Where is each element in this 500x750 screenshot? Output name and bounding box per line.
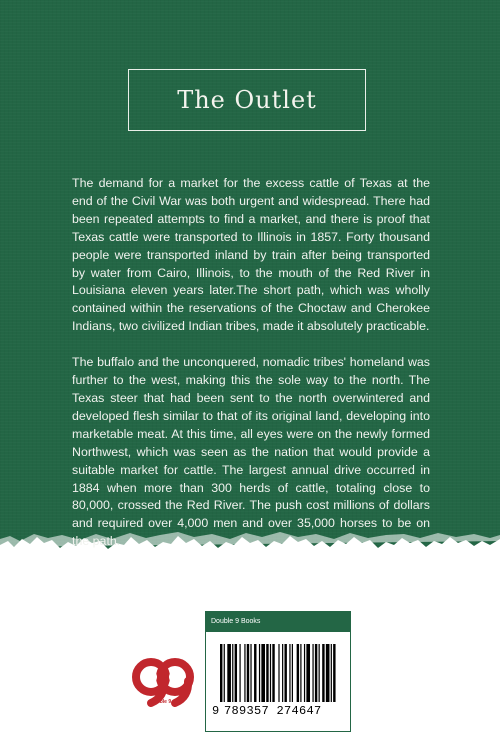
barcode-bar [319,644,320,702]
barcode-bar [289,644,290,702]
barcode-box [205,632,351,732]
publisher-logo-label: Double 9 [150,699,172,705]
barcode-bar [272,644,274,702]
publisher-name: Double 9 Books [211,618,261,625]
publisher-name-bar [205,611,351,632]
barcode-bar [284,644,286,702]
barcode-bar [333,644,335,702]
isbn-number [212,704,346,718]
barcode-bar [322,644,324,702]
barcode-bar [254,644,256,702]
barcode-bar [259,644,260,702]
barcode-bar [244,644,245,702]
barcode-bar [292,644,293,702]
barcode-bar [315,644,317,702]
barcode-bar [232,644,233,702]
barcode-bar [220,644,222,702]
barcode-bar [306,644,310,702]
barcode-bar [250,644,251,702]
isbn-barcode [220,644,338,702]
barcode-bar [304,644,305,702]
barcode-bar [282,644,283,702]
blurb-paragraph-2: The buffalo and the unconquered, nomadic tribes' homeland was further to the west, making this the sole way to the north. The Texas steer that had been sent to the north overwintered and developed flesh similar to that of its original land, developing into marketable meat. At this time, all eyes were on the newly formed Northwest, which was seen as the nation that would provide a suitable market for cattle. The largest annual drive occurred in 1884 when more than 300 herds of cattle, totaling close to 80,000, crossed the Red River. The push cost millions of dollars and required over 4,000 men and over 35,000 horses to be on the path. [72,355,430,549]
barcode-bar [235,644,237,702]
barcode-bar [227,644,231,702]
barcode-bar [261,644,265,702]
isbn-digits: 789357 274647 [224,704,322,718]
barcode-bar [224,644,225,702]
title-frame [128,69,366,131]
barcode-bar [300,644,301,702]
barcode-bar [239,644,240,702]
barcode-bar [312,644,313,702]
barcode-bar [278,644,279,702]
barcode-bar [331,644,332,702]
blurb-paragraph-1: The demand for a market for the excess cattle of Texas at the end of the Civil War was both urgent and widespread. There had been repeated attempts to find a market, and there is proof that Texas cattle were transported to Illinois in 1857. Forty thousand people were transported inland by train after being transported by water from Cairo, Illinois, to the mouth of the Red River in Louisiana eleven years later.The short path, which was wholly contained within the reservations of the Choctaw and Cherokee Indians, two civilized Indian tribes, made it absolutely practicable. [72,176,430,334]
blurb-text [72,175,430,569]
barcode-bar [326,644,330,702]
barcode-bar [297,644,299,702]
barcode-bar [247,644,249,702]
publisher-logo-icon [131,653,195,717]
isbn-lead-digit: 9 [212,704,220,718]
barcode-bar [270,644,271,702]
barcode-bar [266,644,268,702]
book-title: The Outlet [177,86,317,114]
